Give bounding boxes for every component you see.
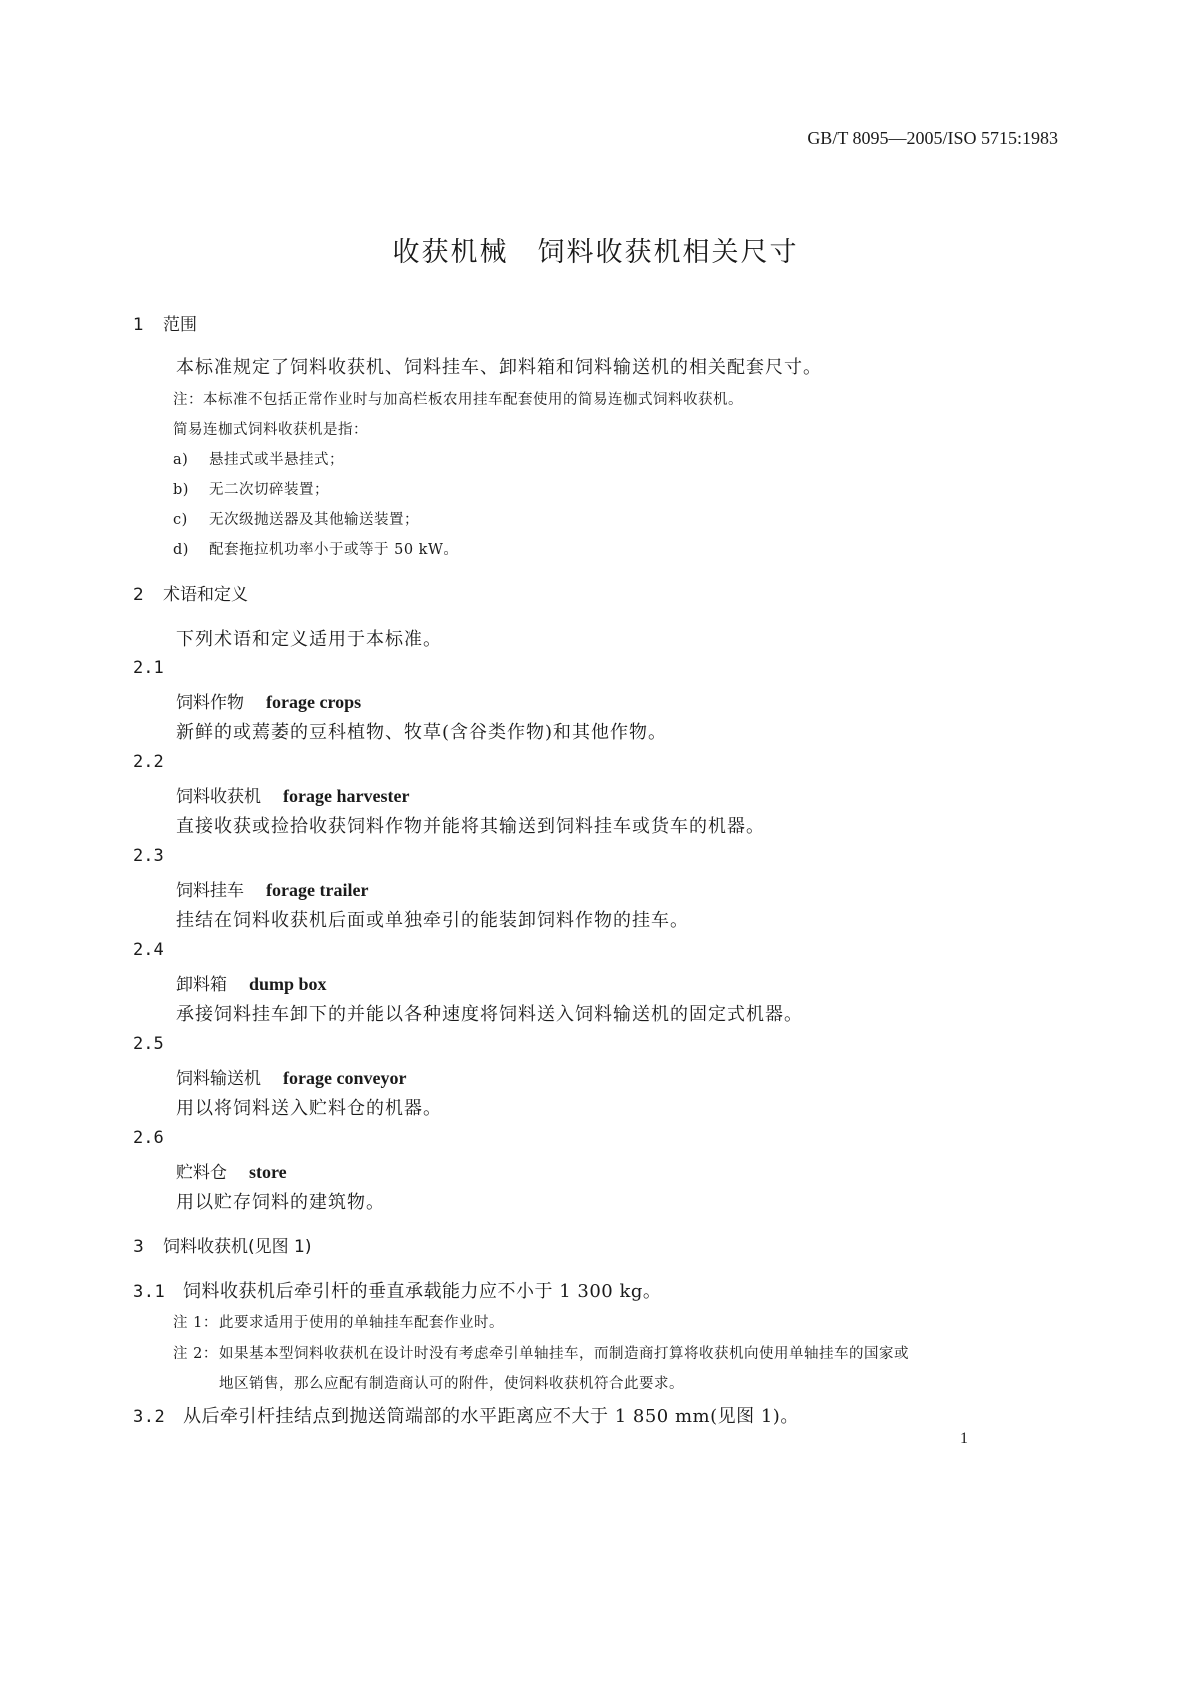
note-label: 注 2： — [173, 1346, 218, 1362]
term-definition: 用以将饲料送入贮料仓的机器。 — [176, 1098, 442, 1119]
list-item — [173, 538, 458, 559]
item-text: 配套拖拉机功率小于或等于 50 kW。 — [209, 542, 459, 558]
document-title: 收获机械 饲料收获机相关尺寸 — [392, 237, 799, 268]
note-text: 此要求适用于使用的单轴挂车配套作业时。 — [219, 1315, 504, 1331]
term-definition: 直接收获或捡拾收获饲料作物并能将其输送到饲料挂车或货车的机器。 — [176, 816, 765, 837]
section-title: 术语和定义 — [163, 585, 248, 605]
term-heading — [176, 782, 409, 807]
clause-number: 3.2 — [133, 1407, 166, 1427]
term-cn: 卸料箱 — [176, 975, 227, 995]
term-cn: 饲料输送机 — [176, 1069, 261, 1089]
term-heading — [176, 876, 368, 901]
term-heading — [176, 688, 361, 713]
term-definition: 承接饲料挂车卸下的并能以各种速度将饲料送入饲料输送机的固定式机器。 — [176, 1004, 803, 1025]
term-en: forage harvester — [283, 786, 410, 806]
term-heading — [176, 970, 327, 995]
list-item — [173, 508, 419, 529]
term-definition: 用以贮存饲料的建筑物。 — [176, 1192, 385, 1213]
section-number: 2 — [133, 585, 144, 605]
clause-text: 饲料收获机后牵引杆的垂直承载能力应不小于 1 300 kg。 — [183, 1281, 662, 1302]
standard-code-header: GB/T 8095—2005/ISO 5715:1983 — [807, 128, 1058, 148]
term-en: forage trailer — [266, 880, 369, 900]
term-en: dump box — [249, 974, 327, 994]
term-en: forage conveyor — [283, 1068, 407, 1088]
terms-intro: 下列术语和定义适用于本标准。 — [176, 629, 442, 650]
item-text: 无次级抛送器及其他输送装置； — [209, 512, 419, 528]
item-label: a) — [173, 452, 189, 468]
note-text: 如果基本型饲料收获机在设计时没有考虑牵引单轴挂车，而制造商打算将收获机向使用单轴挂车的国家或 — [219, 1346, 909, 1362]
note-2 — [173, 1342, 909, 1363]
clause-3-1 — [133, 1277, 661, 1303]
note-label: 注 1： — [173, 1315, 218, 1331]
item-label: c) — [173, 512, 188, 528]
note-2-continuation: 地区销售，那么应配有制造商认可的附件，使饲料收获机符合此要求。 — [219, 1376, 684, 1392]
term-definition: 挂结在饲料收获机后面或单独牵引的能装卸饲料作物的挂车。 — [176, 910, 689, 931]
section-title: 范围 — [163, 315, 197, 335]
term-number: 2.1 — [133, 658, 164, 678]
scope-text: 本标准规定了饲料收获机、饲料挂车、卸料箱和饲料输送机的相关配套尺寸。 — [176, 357, 822, 378]
term-number: 2.2 — [133, 752, 164, 772]
clause-text: 从后牵引杆挂结点到抛送筒端部的水平距离应不大于 1 850 mm(见图 1)。 — [183, 1406, 799, 1427]
clause-number: 3.1 — [133, 1282, 166, 1302]
section-number: 3 — [133, 1237, 144, 1257]
term-cn: 饲料收获机 — [176, 787, 261, 807]
term-cn: 饲料作物 — [176, 693, 244, 713]
clause-3-2 — [133, 1402, 799, 1428]
list-item — [173, 448, 344, 469]
term-number: 2.3 — [133, 846, 164, 866]
item-text: 悬挂式或半悬挂式； — [209, 452, 344, 468]
term-cn: 贮料仓 — [176, 1163, 227, 1183]
term-definition: 新鲜的或蔫萎的豆科植物、牧草(含谷类作物)和其他作物。 — [176, 722, 668, 743]
term-number: 2.4 — [133, 940, 164, 960]
list-item — [173, 478, 329, 499]
note-1 — [173, 1311, 504, 1332]
term-en: forage crops — [266, 692, 362, 712]
term-en: store — [249, 1162, 287, 1182]
page-number: 1 — [960, 1430, 968, 1447]
term-number: 2.5 — [133, 1034, 164, 1054]
item-label: b) — [173, 482, 189, 498]
section-number: 1 — [133, 315, 144, 335]
scope-note: 注：本标准不包括正常作业时与加高栏板农用挂车配套使用的简易连枷式饲料收获机。 — [173, 392, 743, 408]
term-heading — [176, 1064, 406, 1089]
section-3-heading — [133, 1232, 311, 1257]
term-number: 2.6 — [133, 1128, 164, 1148]
item-text: 无二次切碎装置； — [209, 482, 329, 498]
section-title: 饲料收获机(见图 1) — [163, 1237, 312, 1257]
scope-intro: 简易连枷式饲料收获机是指： — [173, 422, 368, 438]
item-label: d) — [173, 542, 189, 558]
term-heading — [176, 1158, 287, 1183]
section-1-heading — [133, 310, 197, 335]
term-cn: 饲料挂车 — [176, 881, 244, 901]
section-2-heading — [133, 580, 248, 605]
